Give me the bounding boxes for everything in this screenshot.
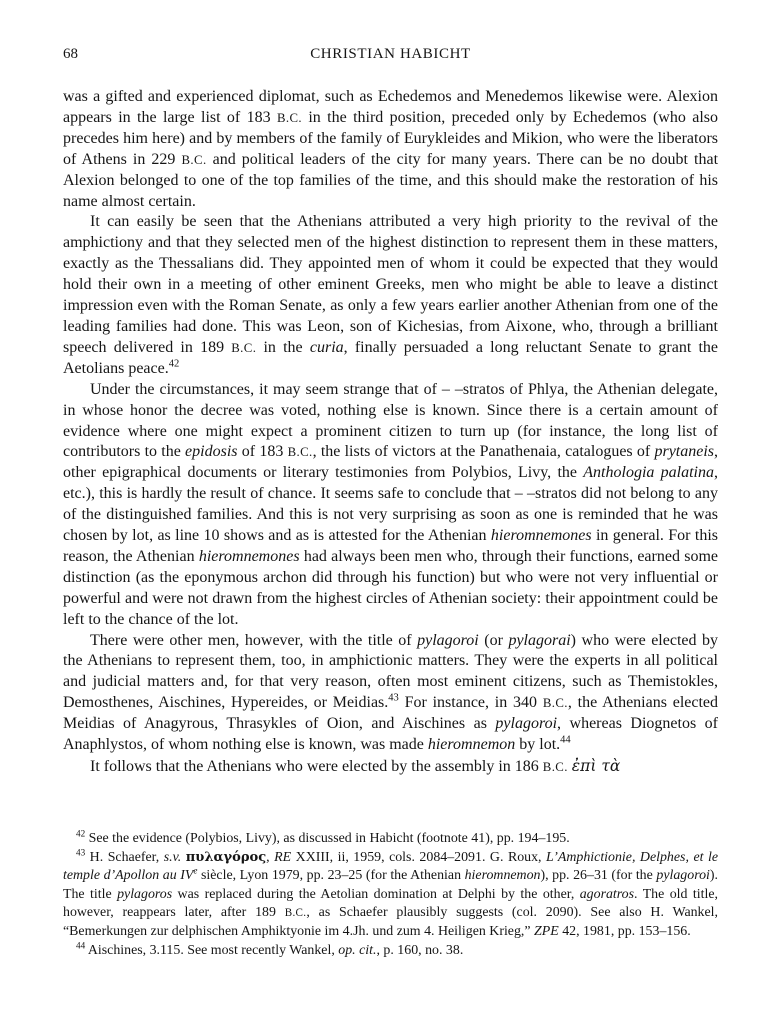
text-segment: XXIII, ii, 1959, cols. 2084–2091. G. Roux, <box>291 849 547 865</box>
paragraph <box>63 380 718 631</box>
text-segment: , other epigraphical documents or literary testimonies from Polybios, Livy, the <box>63 443 719 482</box>
text-segment: and political leaders of the city for many years. There can be no doubt that Alexion belonged to one of the top families of the time, and this should make the restoration of his name almost certain. <box>63 150 719 210</box>
footnote-marker: 42 <box>76 828 86 839</box>
text-segment: B.C. <box>231 340 257 355</box>
text-segment: hieromnemon <box>427 736 516 754</box>
text-segment: RE <box>274 849 292 865</box>
text-segment: B.C. <box>287 445 313 460</box>
text-segment: prytaneis <box>654 443 715 461</box>
text-segment: ). The title <box>63 868 719 902</box>
article-body <box>63 87 718 778</box>
text-segment: , p. 160, no. 38. <box>376 942 464 958</box>
paragraph <box>63 631 718 756</box>
text-segment: L’Amphictionie, Delphes, et le temple d’Apollon au IV <box>63 849 719 884</box>
text-segment: It follows that the Athenians who were elected by the assembly in 186 <box>90 758 543 775</box>
text-segment: curia <box>309 338 344 356</box>
text-segment: s.v. <box>163 849 182 865</box>
footnote <box>63 830 718 849</box>
text-segment: (or <box>478 631 509 649</box>
footnote-ref: 42 <box>168 358 180 370</box>
text-segment: It can easily be seen that the Athenians attributed a very high priority to the revival of the amphictiony and that they selected men of the highest distinction to represent them in these matters, exactly as the Thessalians did. They appointed men of whom it could be expected that they would hold their own in a meeting of other eminent Greeks, men who might be able to leave a distinct impression even with the Roman Senate, as only a few years earlier another Athenian from one of the leading families had done. This was Leon, son of Kichesias, from Aixone, who, through a brilliant speech delivered in 189 <box>63 213 718 356</box>
text-segment: B.C. <box>181 152 207 167</box>
text-segment: Anthologia palatina <box>583 464 715 482</box>
text-segment: of 183 <box>237 443 288 461</box>
text-segment: , finally persuaded a long reluctant Senate to grant the Aetolians peace. <box>63 338 719 377</box>
text-segment: pylagoroi <box>656 868 710 884</box>
footnote <box>63 846 719 942</box>
footnote <box>63 939 718 961</box>
text-segment: For instance, in 340 <box>398 694 543 712</box>
text-segment: There were other men, however, with the title of <box>90 631 418 649</box>
page-header <box>63 46 718 66</box>
text-segment: , etc.), this is hardly the result of chance. It seems safe to conclude that – –stratos did not belong to any of the distinguished families. And this is not very surprising as soon as one is reminded that he was chosen by lot, as line 10 shows and as is attested for the Athenian <box>63 464 719 545</box>
text-segment: pylagoroi <box>417 631 479 649</box>
text-segment: . The old title, however, reappears later, after 189 <box>63 886 718 921</box>
text-segment: , whereas Diognetos of Anaphlystos, of whom nothing else is known, was made <box>63 715 719 754</box>
text-segment: by lot. <box>515 736 561 754</box>
text-segment: had always been men who, through their functions, earned some distinction (as the eponymous archon did through his function) but who were not very influential or powerful and were not drawn from the highest circles of Athenian society: their appointment could be left to the chance of the lot. <box>63 547 718 628</box>
text-segment: pylagorai <box>508 631 571 649</box>
running-head: CHRISTIAN HABICHT <box>310 46 471 62</box>
footnote-ref: e <box>193 865 198 876</box>
text-segment: ), pp. 26–31 (for the <box>540 868 657 884</box>
text-segment: B.C. <box>276 110 302 125</box>
text-segment: in the third position, preceded only by Echedemos (who also precedes him here) and by members of the family of Eurykleides and Mikion, who were the liberators of Athens in 229 <box>63 108 718 168</box>
text-segment: ἐπὶ τὰ <box>571 757 621 775</box>
text-segment: B.C. <box>284 907 307 920</box>
text-segment: was replaced during the Aetolian domination at Delphi by the other, <box>172 886 580 902</box>
footnote-marker: 44 <box>76 939 86 950</box>
text-segment: ) who were elected by the Athenians to represent them, too, in amphictionic matters. They were the experts in all political and judicial matters and, for that very reason, often most eminent citizens, such as Themistokles, Demosthenes, Aischines, Hypereides, or Meidias. <box>63 631 719 712</box>
text-segment: ZPE <box>534 923 559 939</box>
text-segment: pylagoroi <box>495 715 558 733</box>
footnote-ref: 44 <box>560 734 571 746</box>
footnotes <box>63 830 718 960</box>
text-segment: πυλαγόρος <box>185 849 267 865</box>
text-segment: B.C. <box>542 696 568 711</box>
paragraph <box>63 87 718 212</box>
text-segment: agoratros <box>579 886 635 902</box>
text-segment: , the Athenians elected Meidias of Anagyrous, Thrasykles of Oion, and Aischines as <box>63 694 719 733</box>
text-segment: , as Schaefer plausibly suggests (col. 2090). See also H. Wankel, “Bemerkungen zur delphischen Amphiktyonie im 4.Jh. und zum 4. Heiligen Krieg,” <box>63 905 718 939</box>
paragraph <box>63 756 718 778</box>
text-segment: was a gifted and experienced diplomat, such as Echedemos and Menedemos likewise were. Alexion appears in the large list of 183 <box>63 88 718 126</box>
text-segment: siècle, Lyon 1979, pp. 23–25 (for the Athenian <box>197 868 465 884</box>
text-segment: Under the circumstances, it may seem strange that of – –stratos of Phlya, the Athenian delegate, in whose honor the decree was voted, nothing else is known. Since there is a certain amount of evidence where one might expect a prominent citizen to turn up (for instance, the long list of contributors to the <box>63 380 718 461</box>
text-segment: in the <box>256 338 310 356</box>
text-segment: hieromnemon <box>464 868 541 884</box>
text-segment: hieromnemones <box>198 547 300 565</box>
text-segment: See the evidence (Polybios, Livy), as discussed in Habicht (footnote 41), pp. 194–195. <box>85 831 570 846</box>
text-segment: H. Schaefer, <box>85 849 164 865</box>
text-segment: epidosis <box>185 443 238 461</box>
text-segment: B.C. <box>542 760 568 774</box>
text-segment: 42, 1981, pp. 153–156. <box>558 923 691 939</box>
text-segment: pylagoros <box>117 886 173 902</box>
footnote-marker: 43 <box>76 846 86 857</box>
paragraph <box>63 212 718 379</box>
text-segment: hieromnemones <box>490 527 592 545</box>
text-segment: , <box>266 849 275 865</box>
page-number: 68 <box>63 46 78 62</box>
text-segment: in general. For this reason, the Athenian <box>63 527 718 565</box>
text-segment: Aischines, 3.115. See most recently Wankel, <box>85 942 339 958</box>
text-segment: op. cit. <box>338 942 377 958</box>
text-segment: , the lists of victors at the Panathenaia, catalogues of <box>312 443 655 461</box>
footnote-ref: 43 <box>388 692 399 704</box>
